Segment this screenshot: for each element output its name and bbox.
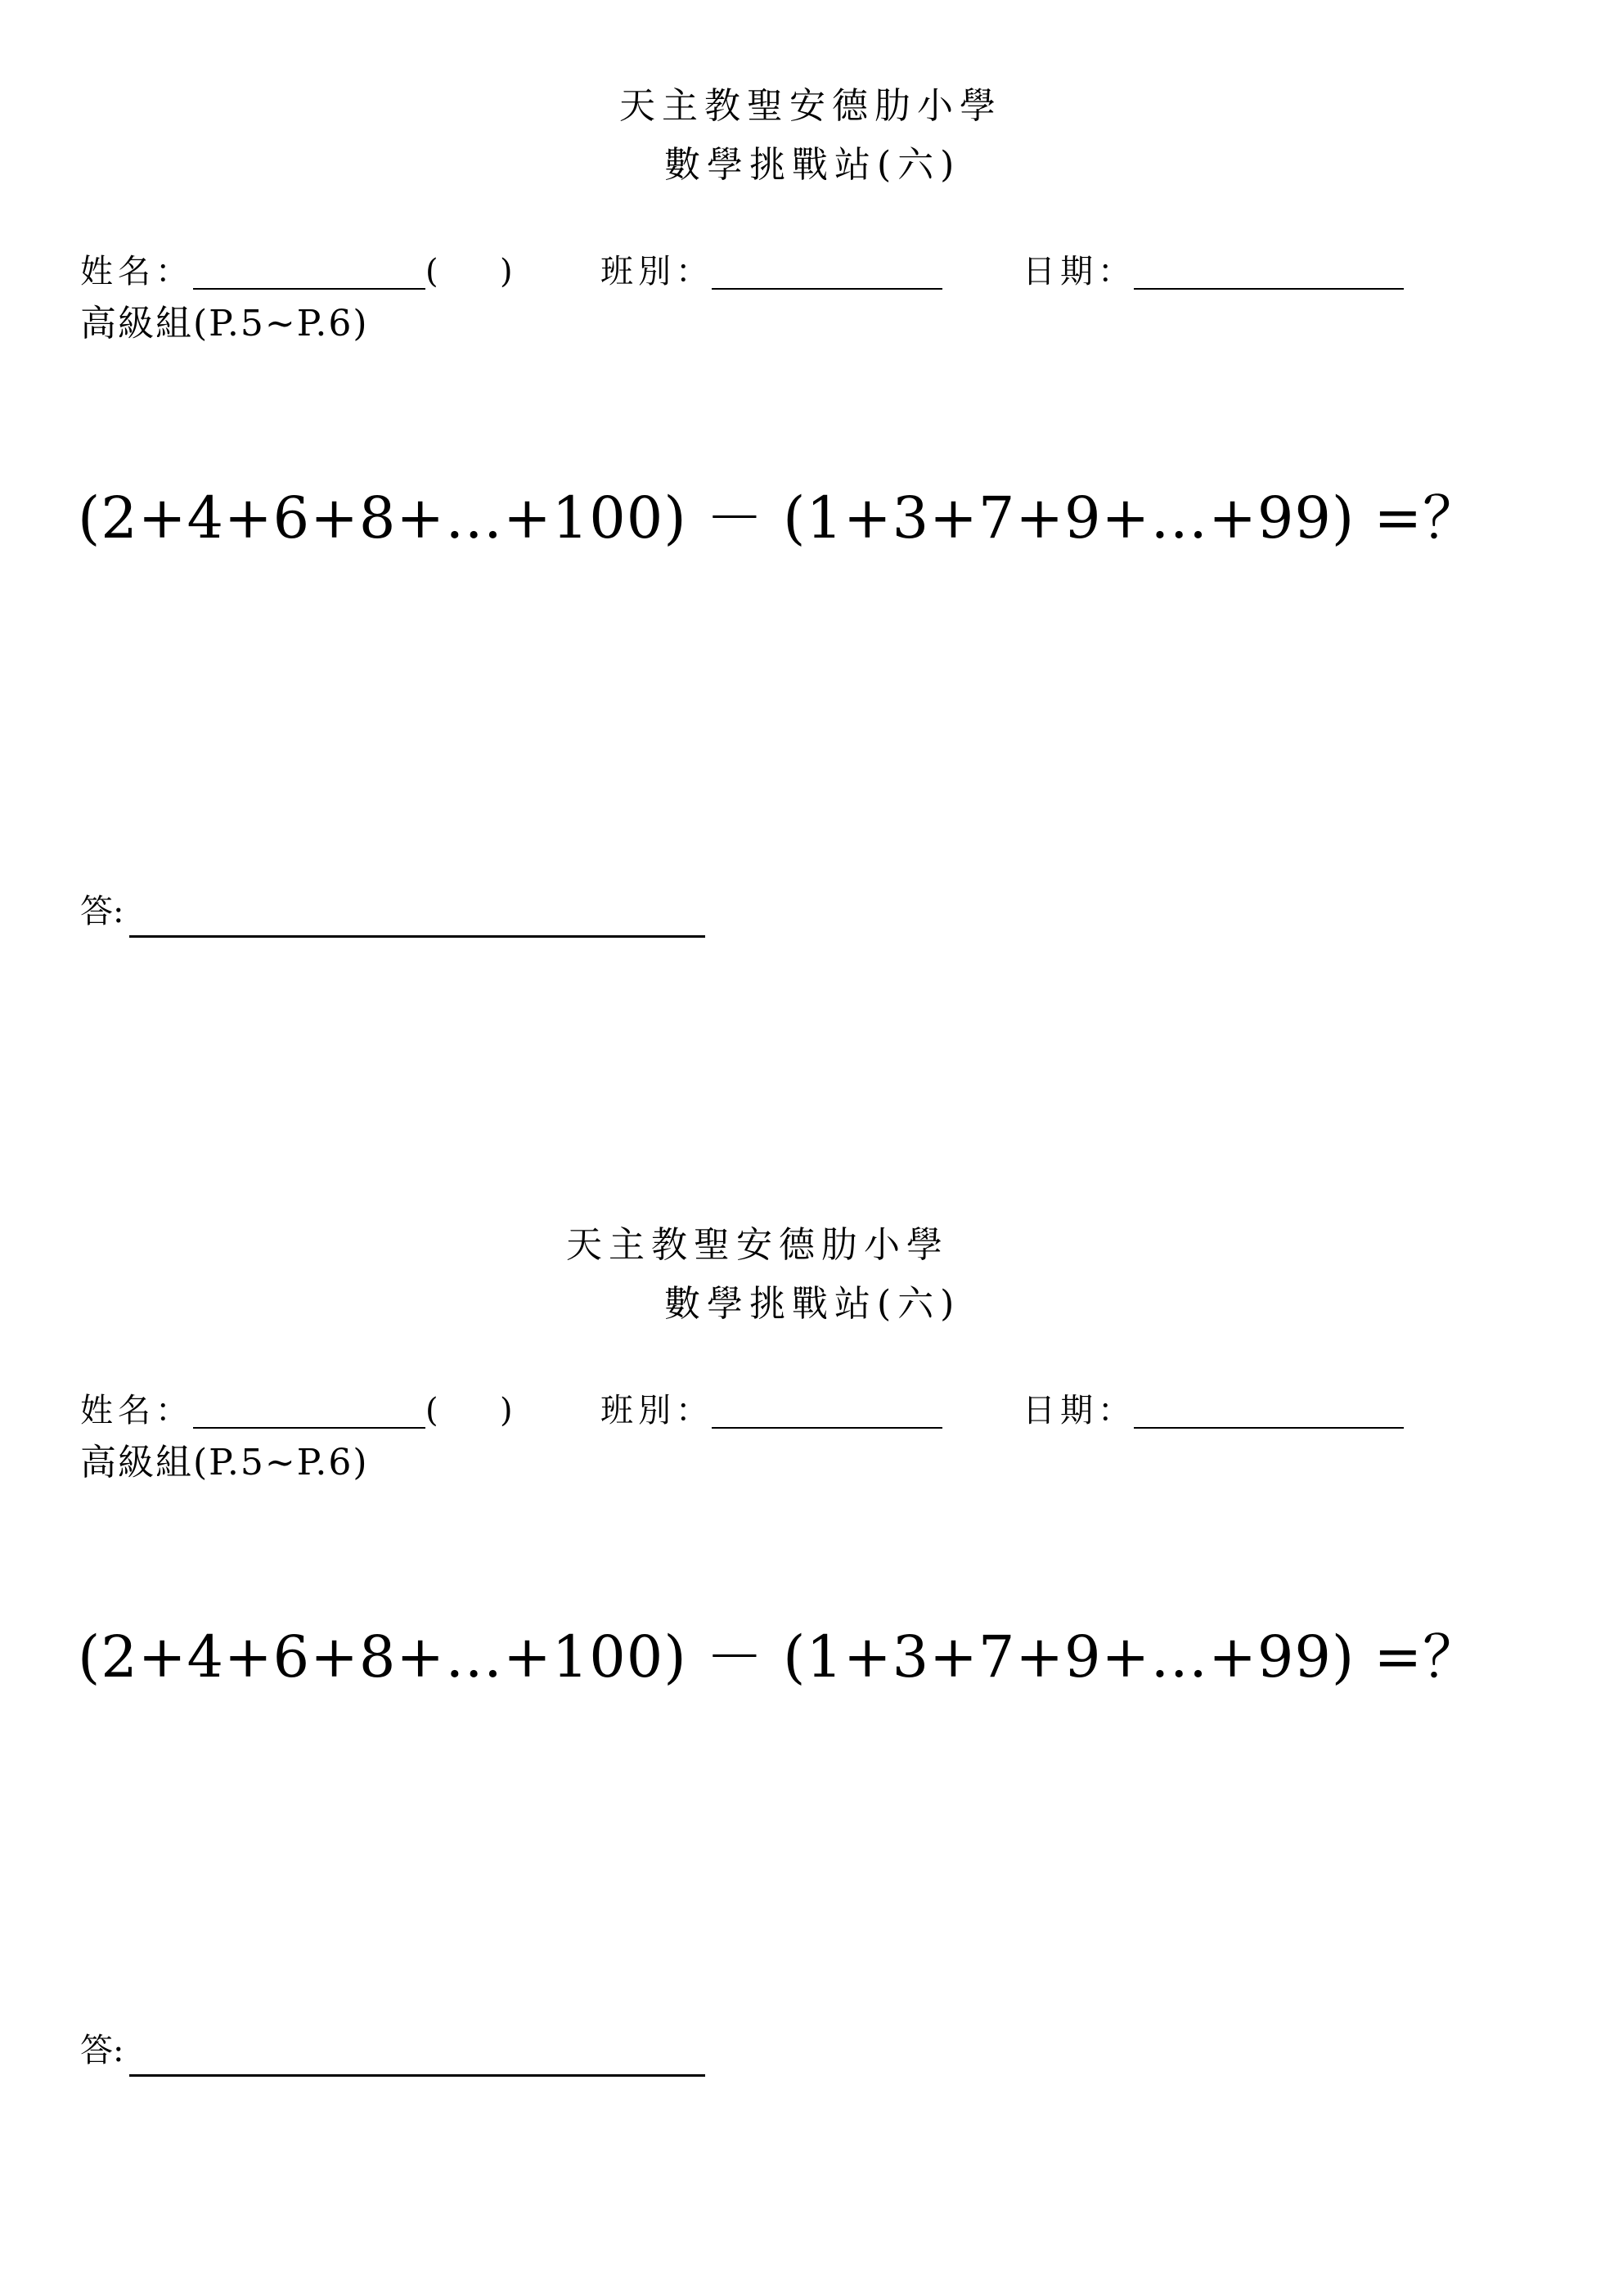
class-number-paren-open: (	[425, 1392, 443, 1429]
class-number-paren-open: (	[425, 253, 443, 290]
answer-blank[interactable]	[129, 935, 705, 938]
class-label: 班別：	[600, 253, 713, 290]
name-label: 姓名：	[80, 253, 193, 290]
class-label: 班別：	[600, 1392, 713, 1429]
group-label: 高級組(P.5~P.6)	[80, 1442, 369, 1483]
answer-label: 答:	[80, 2032, 124, 2069]
worksheet-top	[0, 0, 1623, 1064]
worksheet-bottom	[0, 1139, 1623, 2203]
answer-label: 答:	[80, 893, 124, 930]
class-number-paren-close: )	[500, 253, 518, 290]
date-blank[interactable]	[1134, 288, 1404, 290]
school-name: 天主教聖安德肋小學	[619, 85, 1002, 127]
group-label: 高級組(P.5~P.6)	[80, 303, 369, 344]
name-label: 姓名：	[80, 1392, 193, 1429]
school-name: 天主教聖安德肋小學	[566, 1224, 949, 1266]
answer-blank[interactable]	[129, 2074, 705, 2077]
challenge-title: 數學挑戰站(六)	[664, 144, 961, 186]
question-expression: (2+4+6+8+…+100) － (1+3+7+9+…+99) =？	[78, 1623, 1481, 1690]
date-label: 日期：	[1023, 1392, 1135, 1429]
question-expression: (2+4+6+8+…+100) － (1+3+7+9+…+99) =？	[78, 484, 1481, 551]
student-info-row	[80, 255, 1471, 296]
class-blank[interactable]	[712, 1427, 942, 1429]
name-blank[interactable]	[193, 288, 425, 290]
name-blank[interactable]	[193, 1427, 425, 1429]
class-number-paren-close: )	[500, 1392, 518, 1429]
date-label: 日期：	[1023, 253, 1135, 290]
challenge-title: 數學挑戰站(六)	[664, 1283, 961, 1325]
student-info-row	[80, 1394, 1471, 1435]
date-blank[interactable]	[1134, 1427, 1404, 1429]
class-blank[interactable]	[712, 288, 942, 290]
